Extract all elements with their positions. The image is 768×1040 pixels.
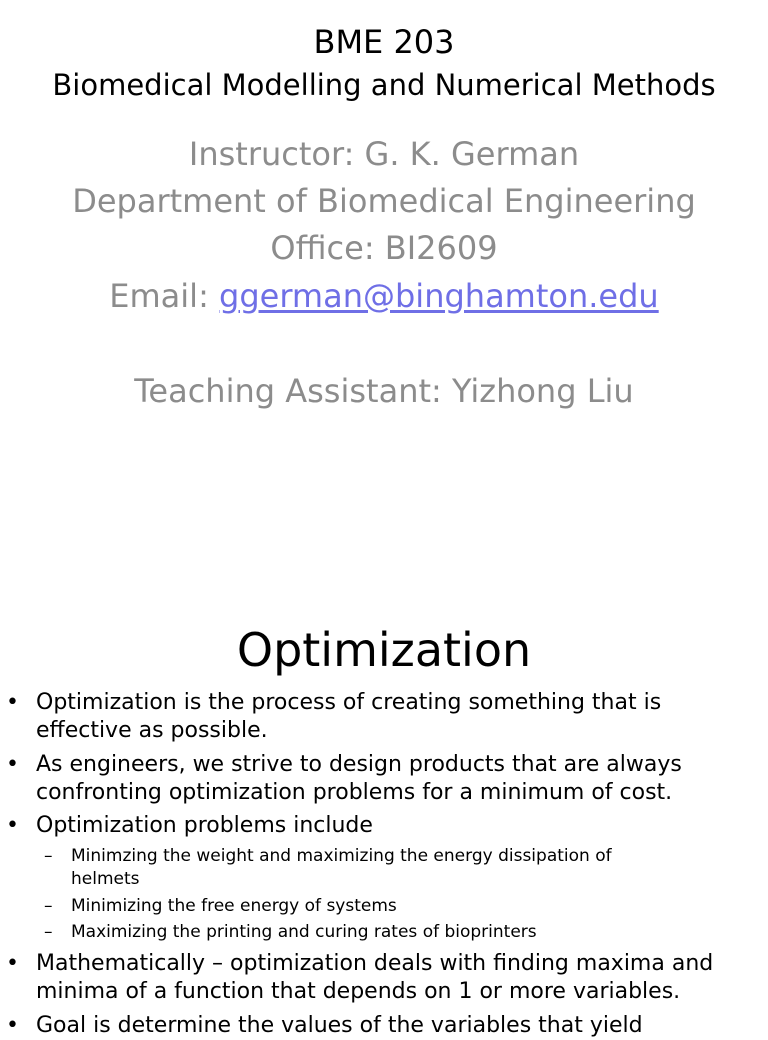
teaching-assistant-line: Teaching Assistant: Yizhong Liu bbox=[134, 372, 634, 410]
bullet-mark: • bbox=[6, 951, 19, 976]
bullet-text: minima of a function that depends on 1 or more variables. bbox=[36, 979, 681, 1004]
sub-bullet-text: Minimizing the free energy of systems bbox=[71, 896, 397, 916]
department-line: Department of Biomedical Engineering bbox=[72, 182, 696, 220]
bullet-mark: • bbox=[6, 752, 19, 777]
dash-mark: – bbox=[44, 896, 53, 916]
email-link[interactable]: ggerman@binghamton.edu bbox=[219, 277, 659, 315]
office-line: Office: BI2609 bbox=[270, 229, 498, 267]
bullet-mark: • bbox=[6, 1013, 19, 1038]
bullet-text: Goal is determine the values of the variables that yield bbox=[36, 1013, 643, 1038]
slide-title: Optimization bbox=[236, 623, 532, 677]
email-line bbox=[0, 276, 768, 316]
bullet-text: effective as possible. bbox=[36, 718, 268, 743]
course-code: BME 203 bbox=[313, 23, 455, 61]
bullet-mark: • bbox=[6, 690, 19, 715]
bullet-text: Optimization is the process of creating something that is bbox=[36, 690, 662, 715]
sub-bullet-text: helmets bbox=[71, 869, 140, 889]
bullet-mark: • bbox=[6, 813, 19, 838]
course-title: Biomedical Modelling and Numerical Methods bbox=[52, 68, 716, 102]
bullet-text: As engineers, we strive to design products that are always bbox=[36, 752, 682, 777]
instructor-line: Instructor: G. K. German bbox=[188, 135, 580, 173]
bullet-text: Mathematically – optimization deals with finding maxima and bbox=[36, 951, 714, 976]
dash-mark: – bbox=[44, 846, 53, 866]
bullet-text: confronting optimization problems for a minimum of cost. bbox=[36, 780, 673, 805]
dash-mark: – bbox=[44, 922, 53, 942]
sub-bullet-text: Maximizing the printing and curing rates of bioprinters bbox=[71, 922, 537, 942]
optimization-slide bbox=[0, 574, 768, 1038]
bullet-text: Optimization problems include bbox=[36, 813, 373, 838]
email-label: Email: bbox=[109, 277, 220, 315]
sub-bullet-text: Minimzing the weight and maximizing the energy dissipation of bbox=[71, 846, 612, 866]
